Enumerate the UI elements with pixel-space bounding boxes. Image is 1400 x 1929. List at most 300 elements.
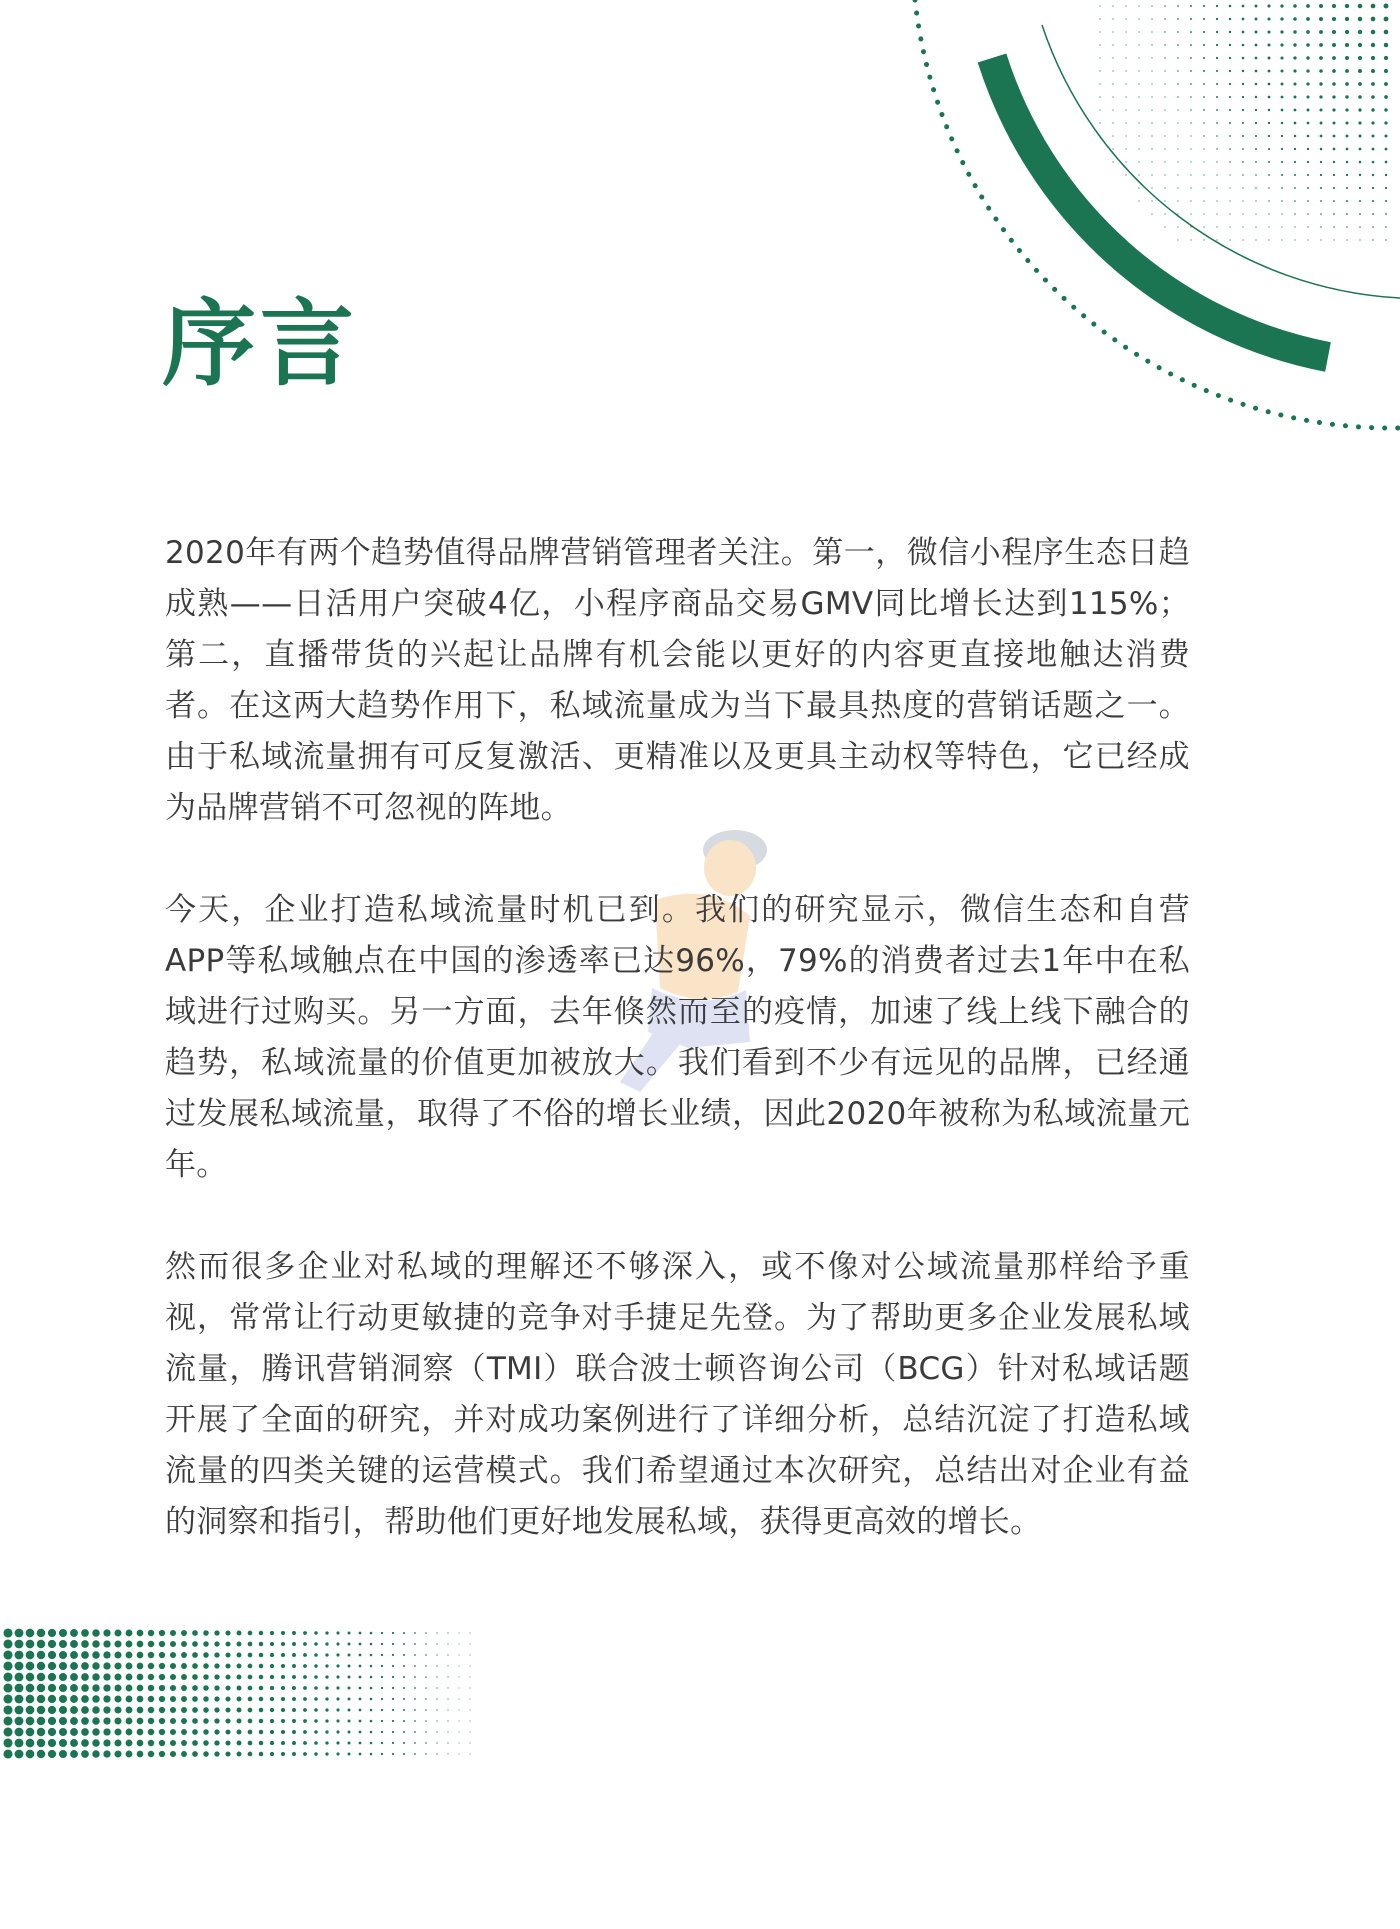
band-dot xyxy=(48,1673,56,1681)
corner-dot xyxy=(1372,174,1374,176)
corner-dot xyxy=(1333,239,1334,240)
corner-dot xyxy=(1358,30,1362,34)
corner-dot xyxy=(1125,96,1126,97)
corner-dot xyxy=(1358,4,1363,9)
corner-dot xyxy=(1242,122,1244,124)
corner-dot xyxy=(1281,135,1283,137)
band-dot xyxy=(203,1630,209,1636)
band-dot xyxy=(26,1695,35,1704)
corner-dot xyxy=(1177,18,1179,20)
corner-dot xyxy=(1151,96,1152,97)
corner-dot xyxy=(1346,200,1348,202)
band-dot xyxy=(81,1739,89,1747)
band-dot xyxy=(181,1740,187,1746)
band-dot xyxy=(59,1651,67,1659)
corner-dot xyxy=(1099,44,1100,45)
band-dot xyxy=(237,1697,242,1702)
band-dot xyxy=(170,1751,176,1757)
corner-dot xyxy=(1385,148,1388,151)
corner-dot xyxy=(1345,30,1349,34)
band-dot xyxy=(348,1720,351,1723)
corner-dot xyxy=(1242,161,1244,163)
band-dot xyxy=(114,1717,121,1724)
corner-dot xyxy=(1294,239,1295,240)
corner-dot xyxy=(1138,148,1139,149)
corner-dot xyxy=(1306,17,1310,21)
corner-dot xyxy=(1203,57,1205,59)
band-dot xyxy=(15,1662,24,1671)
corner-dot xyxy=(1319,95,1322,98)
corner-dot xyxy=(1319,30,1323,34)
corner-dot xyxy=(1345,82,1349,86)
band-dot xyxy=(281,1708,285,1712)
corner-dot xyxy=(1151,44,1152,45)
corner-dot xyxy=(1267,17,1270,20)
corner-dot xyxy=(1203,96,1205,98)
corner-dot xyxy=(1177,161,1178,162)
band-dot xyxy=(270,1708,274,1712)
corner-dot xyxy=(1229,148,1231,150)
corner-dot xyxy=(1112,70,1113,71)
band-dot xyxy=(292,1752,296,1756)
corner-dot xyxy=(1112,109,1113,110)
band-dot xyxy=(414,1720,416,1722)
corner-dot xyxy=(1319,108,1322,111)
band-dot xyxy=(70,1651,78,1659)
corner-dot xyxy=(1203,5,1205,7)
band-dot xyxy=(214,1729,219,1734)
band-dot xyxy=(37,1717,45,1725)
band-dot xyxy=(270,1741,274,1745)
band-dot xyxy=(37,1640,45,1648)
corner-dot xyxy=(1216,213,1217,214)
band-dot xyxy=(425,1698,427,1700)
band-dot xyxy=(170,1718,176,1724)
corner-dot xyxy=(1203,161,1204,162)
band-dot xyxy=(237,1719,242,1724)
band-dot xyxy=(59,1640,67,1648)
corner-dot xyxy=(1216,18,1218,20)
corner-dot xyxy=(1242,57,1245,60)
corner-dot xyxy=(1280,4,1283,7)
band-dot xyxy=(103,1673,110,1680)
corner-dot xyxy=(1255,109,1257,111)
band-dot xyxy=(436,1632,437,1633)
corner-dot xyxy=(1358,17,1363,22)
corner-dot xyxy=(1242,200,1243,201)
band-dot xyxy=(359,1665,362,1668)
band-dot xyxy=(137,1751,144,1758)
band-dot xyxy=(470,1699,471,1700)
band-dot xyxy=(114,1750,121,1757)
band-dot xyxy=(225,1630,230,1635)
corner-dot xyxy=(1125,109,1126,110)
band-dot xyxy=(103,1640,110,1647)
band-dot xyxy=(248,1752,253,1757)
corner-dot xyxy=(1229,122,1231,124)
band-dot xyxy=(325,1697,328,1700)
corner-dot xyxy=(1099,122,1100,123)
corner-dot xyxy=(1281,174,1283,176)
corner-dot xyxy=(1307,187,1309,189)
corner-dot xyxy=(1242,135,1244,137)
corner-dot xyxy=(1332,30,1336,34)
band-dot xyxy=(70,1739,78,1747)
corner-dot xyxy=(1242,109,1244,111)
band-dot xyxy=(237,1708,242,1713)
page-title: 序言 xyxy=(162,290,359,399)
paragraph-3: 然而很多企业对私域的理解还不够深入，或不像对公域流量那样给予重视，常常让行动更敏捷的竞争对手捷足先登。为了帮助更多企业发展私域流量，腾讯营销洞察（TMI）联合波士顿咨询公司（BCG）针对私域话题开展了全面的研究，并对成功案例进行了详细分析，总结沉淀了打造私域流量的四类关键的运营模式。我们希望通过本次研究，总结出对企业有益的洞察和指引，帮助他们更好地发展私域，获得更高效的增长。 xyxy=(165,1249,1190,1540)
band-dot xyxy=(314,1752,318,1756)
corner-dot xyxy=(1267,43,1270,46)
band-dot xyxy=(470,1666,471,1667)
corner-dot xyxy=(1333,174,1335,176)
corner-dot xyxy=(1255,18,1258,21)
corner-dot xyxy=(1384,43,1388,47)
band-dot xyxy=(59,1706,67,1714)
corner-dot xyxy=(1164,96,1165,97)
corner-dot xyxy=(1203,239,1204,240)
band-dot xyxy=(314,1686,318,1690)
corner-dot xyxy=(1385,187,1387,189)
band-dot xyxy=(48,1684,56,1692)
corner-dot xyxy=(1203,83,1205,85)
band-dot xyxy=(3,1705,12,1714)
corner-dot xyxy=(1332,82,1336,86)
band-dot xyxy=(381,1709,383,1711)
corner-dot xyxy=(1151,135,1152,136)
corner-dot xyxy=(1125,31,1126,32)
band-dot xyxy=(403,1687,405,1689)
band-dot xyxy=(325,1719,328,1722)
band-dot xyxy=(270,1664,274,1668)
corner-dot xyxy=(1125,70,1126,71)
corner-dot xyxy=(1229,96,1231,98)
band-dot xyxy=(459,1655,460,1656)
band-dot xyxy=(259,1730,264,1735)
band-dot xyxy=(447,1731,448,1732)
corner-dot xyxy=(1229,187,1230,188)
band-dot xyxy=(114,1662,121,1669)
corner-dot xyxy=(1268,96,1271,99)
band-dot xyxy=(303,1686,307,1690)
corner-dot xyxy=(1294,161,1296,163)
band-dot xyxy=(325,1708,328,1711)
corner-dot xyxy=(1138,187,1139,188)
corner-dot xyxy=(1358,69,1362,73)
corner-dot xyxy=(1372,187,1374,189)
corner-dot xyxy=(1099,70,1100,71)
band-dot xyxy=(48,1640,56,1648)
corner-dot xyxy=(1164,70,1165,71)
corner-dot xyxy=(1359,200,1361,202)
corner-dot xyxy=(1177,5,1179,7)
band-dot xyxy=(414,1753,416,1755)
corner-dot xyxy=(1345,95,1348,98)
corner-dot xyxy=(1229,161,1231,163)
band-dot xyxy=(48,1662,56,1670)
band-dot xyxy=(214,1641,219,1646)
band-dot xyxy=(37,1750,45,1758)
corner-dot xyxy=(1358,82,1362,86)
band-dot xyxy=(92,1728,99,1735)
band-dot xyxy=(225,1674,230,1679)
corner-dot xyxy=(1190,161,1191,162)
corner-dot xyxy=(1255,213,1256,214)
band-dot xyxy=(181,1685,187,1691)
band-dot xyxy=(248,1730,253,1735)
band-dot xyxy=(381,1753,383,1755)
band-dot xyxy=(314,1631,318,1635)
band-dot xyxy=(425,1742,427,1744)
band-dot xyxy=(392,1665,394,1667)
band-dot xyxy=(126,1630,133,1637)
band-dot xyxy=(92,1695,99,1702)
corner-dot xyxy=(1164,122,1165,123)
band-dot xyxy=(225,1751,230,1756)
corner-dot xyxy=(1333,135,1336,138)
corner-dot xyxy=(1164,109,1165,110)
band-dot xyxy=(181,1630,187,1636)
band-dot xyxy=(281,1686,285,1690)
corner-dot xyxy=(1359,226,1361,228)
corner-dot xyxy=(1268,239,1269,240)
corner-dot xyxy=(1164,148,1165,149)
corner-dot xyxy=(1385,239,1386,240)
band-dot xyxy=(181,1652,187,1658)
band-dot xyxy=(59,1717,67,1725)
band-dot xyxy=(459,1732,460,1733)
band-dot xyxy=(59,1728,67,1736)
band-dot xyxy=(436,1753,437,1754)
corner-dot xyxy=(1177,96,1178,97)
corner-dot xyxy=(1164,187,1165,188)
band-dot xyxy=(370,1731,373,1734)
band-dot xyxy=(137,1630,144,1637)
band-dot xyxy=(403,1643,405,1645)
band-dot xyxy=(237,1631,242,1636)
band-dot xyxy=(303,1708,307,1712)
corner-dot xyxy=(1125,161,1126,162)
band-dot xyxy=(325,1741,328,1744)
corner-dot xyxy=(1242,148,1244,150)
band-dot xyxy=(292,1741,296,1745)
corner-dot xyxy=(1384,108,1387,111)
band-dot xyxy=(381,1731,383,1733)
corner-dot xyxy=(1346,148,1349,151)
band-dot xyxy=(214,1663,219,1668)
corner-dot xyxy=(1294,109,1297,112)
corner-dot xyxy=(1358,95,1362,99)
corner-dot xyxy=(1190,122,1191,123)
band-dot xyxy=(392,1709,394,1711)
corner-dot xyxy=(1333,187,1335,189)
band-dot xyxy=(192,1652,198,1658)
corner-dot xyxy=(1112,5,1113,6)
band-dot xyxy=(325,1653,328,1656)
band-dot xyxy=(70,1684,78,1692)
band-dot xyxy=(137,1652,144,1659)
corner-dot xyxy=(1281,122,1284,125)
band-dot xyxy=(303,1631,307,1635)
band-dot xyxy=(248,1719,253,1724)
band-dot xyxy=(137,1674,144,1681)
corner-dot xyxy=(1345,121,1348,124)
corner-dot xyxy=(1255,96,1257,98)
band-dot xyxy=(436,1742,437,1743)
band-dot xyxy=(203,1685,209,1691)
band-dot xyxy=(214,1751,219,1756)
corner-dot xyxy=(1190,200,1191,201)
corner-dot xyxy=(1333,161,1335,163)
band-dot xyxy=(447,1709,448,1710)
band-dot xyxy=(92,1651,99,1658)
band-dot xyxy=(59,1629,67,1637)
corner-dot xyxy=(1281,161,1283,163)
corner-dot xyxy=(1177,226,1178,227)
corner-dot xyxy=(1281,187,1283,189)
corner-dot xyxy=(1306,95,1309,98)
corner-dot xyxy=(1203,187,1204,188)
corner-dot xyxy=(1099,18,1100,19)
band-dot xyxy=(192,1718,198,1724)
corner-dot xyxy=(1229,109,1231,111)
corner-dot xyxy=(1293,30,1296,33)
corner-dot xyxy=(1346,187,1348,189)
corner-dot xyxy=(1268,226,1269,227)
corner-dot xyxy=(1216,57,1218,59)
band-dot xyxy=(114,1706,121,1713)
corner-dot xyxy=(1190,83,1192,85)
band-dot xyxy=(15,1629,24,1638)
corner-dot xyxy=(1346,174,1348,176)
band-dot xyxy=(436,1731,437,1732)
corner-dot xyxy=(1281,109,1284,112)
corner-dot xyxy=(1333,122,1336,125)
corner-dot xyxy=(1203,226,1204,227)
corner-dot xyxy=(1177,70,1179,72)
band-dot xyxy=(181,1718,187,1724)
band-dot xyxy=(159,1674,165,1680)
corner-dot xyxy=(1151,213,1152,214)
corner-dot xyxy=(1307,135,1310,138)
band-dot xyxy=(348,1654,351,1657)
band-dot xyxy=(214,1707,219,1712)
band-dot xyxy=(425,1731,427,1733)
band-dot xyxy=(181,1729,187,1735)
band-dot xyxy=(414,1665,416,1667)
band-dot xyxy=(425,1665,427,1667)
band-dot xyxy=(292,1719,296,1723)
band-dot xyxy=(314,1697,318,1701)
corner-dot xyxy=(1151,161,1152,162)
corner-dot xyxy=(1203,148,1204,149)
thick-green-arc xyxy=(992,58,1328,357)
band-dot xyxy=(270,1719,274,1723)
band-dot xyxy=(447,1665,448,1666)
band-dot xyxy=(225,1707,230,1712)
corner-dot xyxy=(1372,213,1374,215)
band-dot xyxy=(403,1720,405,1722)
band-dot xyxy=(303,1697,307,1701)
band-dot xyxy=(436,1665,437,1666)
corner-dot xyxy=(1190,213,1191,214)
corner-dot xyxy=(1125,174,1126,175)
band-dot xyxy=(3,1639,12,1648)
band-dot xyxy=(170,1685,176,1691)
band-dot xyxy=(92,1673,99,1680)
corner-dot xyxy=(1190,135,1191,136)
corner-dot xyxy=(1306,30,1310,34)
band-dot xyxy=(325,1730,328,1733)
band-dot xyxy=(459,1688,460,1689)
band-dot xyxy=(292,1642,296,1646)
corner-dot xyxy=(1333,200,1335,202)
corner-dot xyxy=(1307,174,1309,176)
band-dot xyxy=(70,1640,78,1648)
band-dot xyxy=(37,1706,45,1714)
corner-dot xyxy=(1268,148,1270,150)
band-dot xyxy=(3,1727,12,1736)
corner-dot xyxy=(1320,239,1321,240)
band-dot xyxy=(392,1720,394,1722)
band-dot xyxy=(181,1696,187,1702)
band-dot xyxy=(26,1673,35,1682)
corner-dot xyxy=(1294,135,1297,138)
band-dot xyxy=(81,1662,89,1670)
corner-dot xyxy=(1216,148,1217,149)
corner-dot xyxy=(1346,239,1347,240)
band-dot xyxy=(459,1677,460,1678)
corner-dot xyxy=(1151,31,1152,32)
corner-dot xyxy=(1112,31,1113,32)
band-dot xyxy=(214,1685,219,1690)
corner-dot xyxy=(1177,31,1179,33)
band-dot xyxy=(181,1751,187,1757)
band-dot xyxy=(15,1750,24,1759)
band-dot xyxy=(281,1730,285,1734)
band-dot xyxy=(92,1662,99,1669)
corner-dot xyxy=(1359,135,1362,138)
corner-dot xyxy=(1332,4,1336,8)
corner-dot xyxy=(1281,83,1284,86)
band-dot xyxy=(148,1718,155,1725)
corner-dot xyxy=(1151,83,1152,84)
band-dot xyxy=(259,1631,264,1636)
corner-dot xyxy=(1281,226,1282,227)
band-dot xyxy=(436,1654,437,1655)
corner-dot xyxy=(1138,44,1139,45)
band-dot xyxy=(225,1718,230,1723)
corner-dot xyxy=(1359,161,1362,164)
halftone-dot-band xyxy=(0,1625,480,1775)
corner-dot xyxy=(1112,148,1113,149)
corner-dot xyxy=(1293,17,1297,21)
corner-dot xyxy=(1216,83,1218,85)
band-dot xyxy=(336,1664,339,1667)
band-dot xyxy=(470,1644,471,1645)
band-dot xyxy=(3,1628,12,1637)
band-dot xyxy=(114,1673,121,1680)
corner-dot xyxy=(1307,226,1308,227)
corner-dot xyxy=(1164,83,1165,84)
band-dot xyxy=(259,1686,264,1691)
corner-dot xyxy=(1203,70,1205,72)
corner-dot xyxy=(1229,200,1230,201)
band-dot xyxy=(237,1664,242,1669)
band-dot xyxy=(336,1730,339,1733)
corner-dot xyxy=(1190,5,1192,7)
